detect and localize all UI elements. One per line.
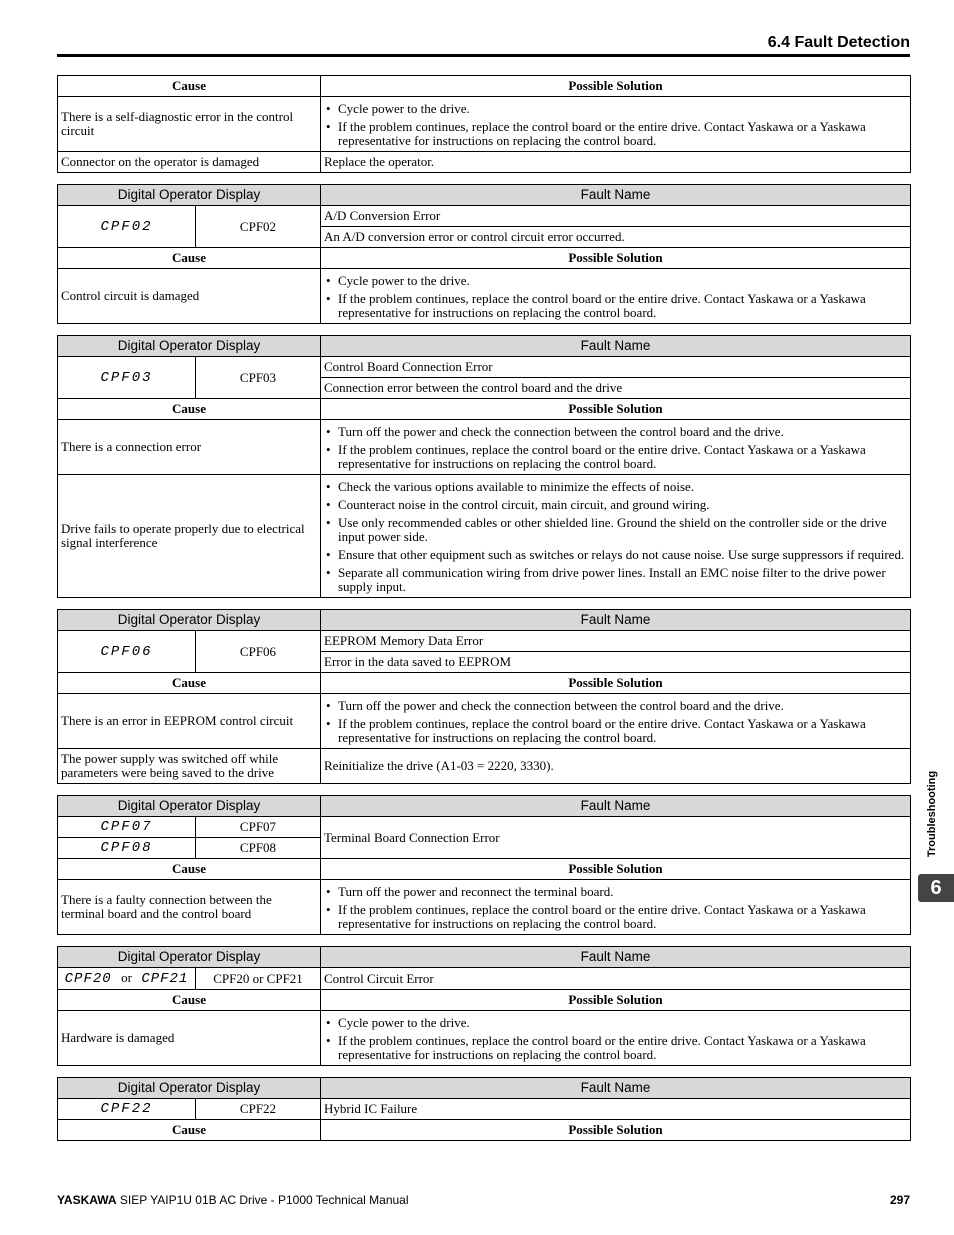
cause-cell: There is a faulty connection between the terminal board and the control board	[58, 880, 321, 935]
cause-header: Cause	[58, 248, 321, 269]
footer-manual	[57, 1193, 409, 1207]
fault-name: A/D Conversion Error	[321, 206, 911, 227]
fault-name-header: Fault Name	[321, 610, 911, 631]
solution-cell	[321, 97, 911, 152]
table-row	[58, 269, 911, 324]
solution-item: • Turn off the power and reconnect the terminal board.	[324, 885, 907, 899]
table-row	[58, 880, 911, 935]
solution-header: Possible Solution	[321, 859, 911, 880]
table-row	[58, 97, 911, 152]
fault-code: CPF03	[196, 357, 321, 399]
fault-name-header: Fault Name	[321, 1078, 911, 1099]
display-header: Digital Operator Display	[58, 947, 321, 968]
fault-table-cpf07-cpf08	[57, 795, 911, 935]
cause-header: Cause	[58, 399, 321, 420]
solution-item: • Separate all communication wiring from drive power lines. Install an EMC noise filter to the drive power supply input.	[324, 566, 907, 594]
fault-name-header: Fault Name	[321, 796, 911, 817]
cause-header: Cause	[58, 1120, 321, 1141]
cause-header: Cause	[58, 673, 321, 694]
solution-cell	[321, 475, 911, 598]
operator-display: CPF07	[58, 817, 196, 838]
fault-table-cpf06	[57, 609, 911, 784]
solution-header: Possible Solution	[321, 1120, 911, 1141]
cause-cell: There is a connection error	[58, 420, 321, 475]
solution-item: • Cycle power to the drive.	[324, 1016, 907, 1030]
fault-table-cpf02	[57, 184, 911, 324]
table-row	[58, 694, 911, 749]
solution-item: • Cycle power to the drive.	[324, 274, 907, 288]
display-header: Digital Operator Display	[58, 185, 321, 206]
display-header: Digital Operator Display	[58, 610, 321, 631]
cause-header: Cause	[58, 76, 321, 97]
solution-item: • If the problem continues, replace the control board or the entire drive. Contact Yaskawa or a Yaskawa representative for instructions on replacing the control board.	[324, 903, 907, 931]
solution-cell	[321, 420, 911, 475]
fault-name-header: Fault Name	[321, 336, 911, 357]
operator-display: CPF03	[58, 357, 196, 399]
fault-name: Control Circuit Error	[321, 968, 911, 990]
fault-code: CPF07	[196, 817, 321, 838]
fault-table-continued	[57, 75, 911, 173]
cause-cell: There is an error in EEPROM control circuit	[58, 694, 321, 749]
solution-cell: Reinitialize the drive (A1-03 = 2220, 3330).	[321, 749, 911, 784]
solution-item: • Use only recommended cables or other shielded line. Ground the shield on the controller side or the drive input power side.	[324, 516, 907, 544]
fault-code: CPF06	[196, 631, 321, 673]
operator-display	[58, 968, 196, 990]
solution-cell	[321, 880, 911, 935]
operator-display-b: CPF21	[141, 971, 189, 987]
solution-header: Possible Solution	[321, 76, 911, 97]
or-text: or	[121, 970, 132, 985]
operator-display-a: CPF20	[64, 971, 112, 987]
solution-item: • Check the various options available to minimize the effects of noise.	[324, 480, 907, 494]
operator-display: CPF08	[58, 838, 196, 859]
fault-name: Control Board Connection Error	[321, 357, 911, 378]
fault-name: EEPROM Memory Data Error	[321, 631, 911, 652]
fault-name: Terminal Board Connection Error	[321, 817, 911, 859]
display-header: Digital Operator Display	[58, 796, 321, 817]
solution-item: • If the problem continues, replace the control board or the entire drive. Contact Yaskawa or a Yaskawa representative for instructions on replacing the control board.	[324, 443, 907, 471]
footer-brand: YASKAWA	[57, 1193, 117, 1207]
solution-item: • If the problem continues, replace the control board or the entire drive. Contact Yaskawa or a Yaskawa representative for instructions on replacing the control board.	[324, 292, 907, 320]
side-tab	[918, 772, 942, 864]
fault-code: CPF08	[196, 838, 321, 859]
solution-header: Possible Solution	[321, 248, 911, 269]
side-tab-label: Troubleshooting	[926, 770, 938, 858]
fault-table-cpf03	[57, 335, 911, 598]
table-row	[58, 749, 911, 784]
display-header: Digital Operator Display	[58, 1078, 321, 1099]
fault-name-header: Fault Name	[321, 185, 911, 206]
display-header: Digital Operator Display	[58, 336, 321, 357]
solution-item: • Turn off the power and check the connection between the control board and the drive.	[324, 699, 907, 713]
solution-item: • If the problem continues, replace the control board or the entire drive. Contact Yaskawa or a Yaskawa representative for instructions on replacing the control board.	[324, 717, 907, 745]
fault-name: Hybrid IC Failure	[321, 1099, 911, 1120]
solution-item: • Ensure that other equipment such as switches or relays do not cause noise. Use surge suppressors if required.	[324, 548, 907, 562]
table-row	[58, 475, 911, 598]
solution-cell	[321, 694, 911, 749]
table-row	[58, 1011, 911, 1066]
fault-code: CPF20 or CPF21	[196, 968, 321, 990]
cause-cell: Connector on the operator is damaged	[58, 152, 321, 173]
page-number: 297	[889, 1193, 910, 1207]
solution-cell	[321, 269, 911, 324]
solution-item: • Counteract noise in the control circuit, main circuit, and ground wiring.	[324, 498, 907, 512]
cause-cell: There is a self-diagnostic error in the control circuit	[58, 97, 321, 152]
chapter-badge: 6	[918, 874, 954, 902]
fault-description: Connection error between the control board and the drive	[321, 378, 911, 399]
cause-cell: Drive fails to operate properly due to electrical signal interference	[58, 475, 321, 598]
cause-header: Cause	[58, 990, 321, 1011]
operator-display: CPF02	[58, 206, 196, 248]
operator-display: CPF06	[58, 631, 196, 673]
header-rule	[57, 54, 910, 57]
fault-description: Error in the data saved to EEPROM	[321, 652, 911, 673]
solution-item: • Turn off the power and check the connection between the control board and the drive.	[324, 425, 907, 439]
operator-display: CPF22	[58, 1099, 196, 1120]
fault-table-cpf20-cpf21	[57, 946, 911, 1066]
cause-cell: The power supply was switched off while parameters were being saved to the drive	[58, 749, 321, 784]
fault-code: CPF02	[196, 206, 321, 248]
solution-item: • Cycle power to the drive.	[324, 102, 907, 116]
solution-cell: Replace the operator.	[321, 152, 911, 173]
section-title: 6.4 Fault Detection	[767, 34, 910, 51]
fault-table-cpf22	[57, 1077, 911, 1141]
cause-cell: Hardware is damaged	[58, 1011, 321, 1066]
fault-description: An A/D conversion error or control circuit error occurred.	[321, 227, 911, 248]
solution-cell	[321, 1011, 911, 1066]
fault-name-header: Fault Name	[321, 947, 911, 968]
table-row	[58, 420, 911, 475]
table-row	[58, 152, 911, 173]
footer-manual-title: SIEP YAIP1U 01B AC Drive - P1000 Technical Manual	[119, 1193, 409, 1207]
page-content	[57, 75, 910, 1152]
solution-header: Possible Solution	[321, 399, 911, 420]
solution-item: • If the problem continues, replace the control board or the entire drive. Contact Yaskawa or a Yaskawa representative for instructions on replacing the control board.	[324, 120, 907, 148]
fault-code: CPF22	[196, 1099, 321, 1120]
cause-cell: Control circuit is damaged	[58, 269, 321, 324]
solution-item: • If the problem continues, replace the control board or the entire drive. Contact Yaskawa or a Yaskawa representative for instructions on replacing the control board.	[324, 1034, 907, 1062]
solution-header: Possible Solution	[321, 673, 911, 694]
solution-header: Possible Solution	[321, 990, 911, 1011]
cause-header: Cause	[58, 859, 321, 880]
